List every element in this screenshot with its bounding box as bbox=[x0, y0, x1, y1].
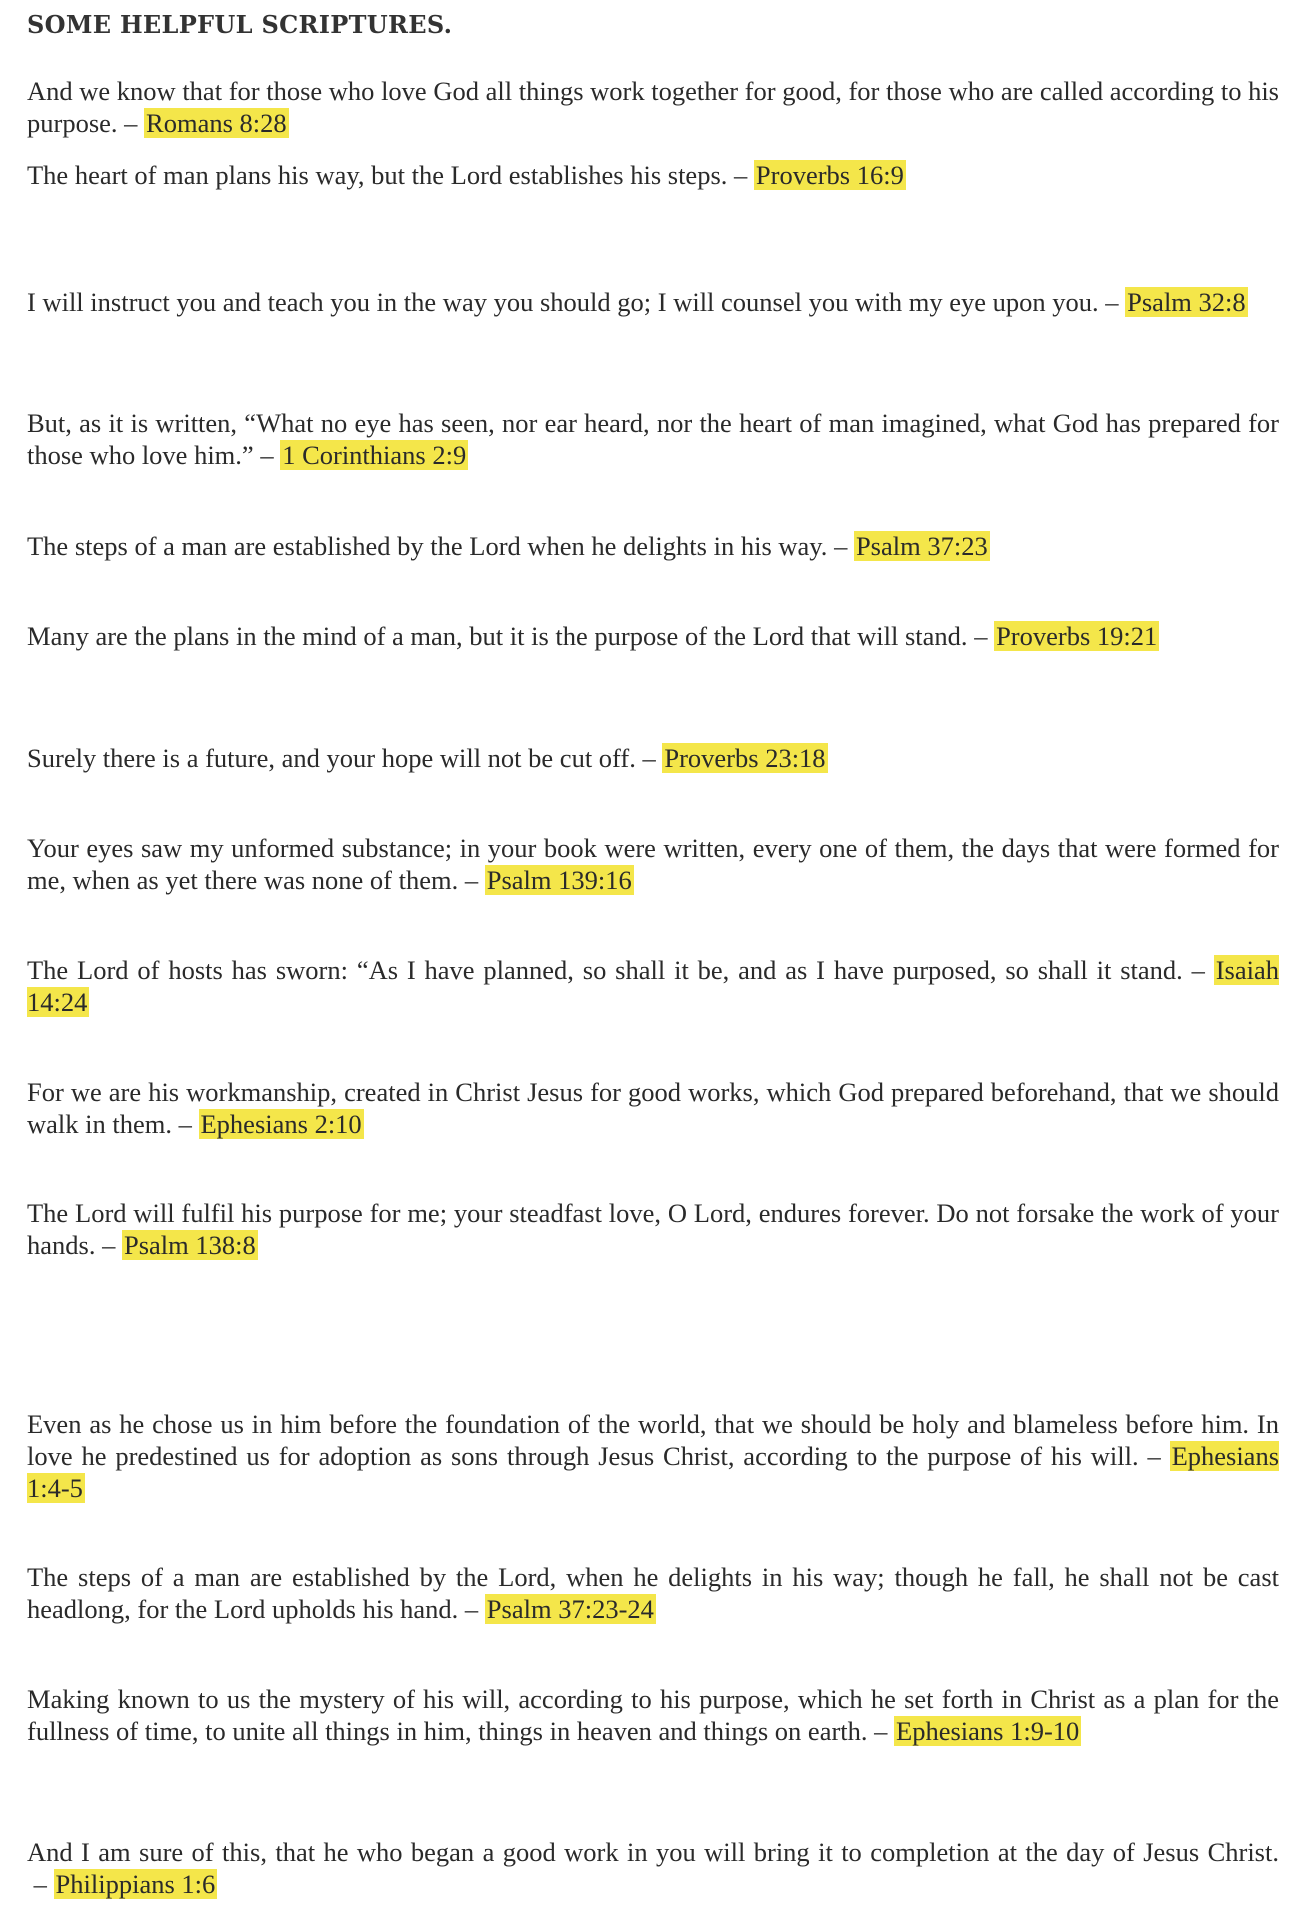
verse-reference: Psalm 139:16 bbox=[486, 865, 632, 895]
verse-reference: 1 Corinthians 2:9 bbox=[282, 440, 467, 470]
verse-dash: – bbox=[253, 440, 281, 470]
verse-reference: Psalm 37:23-24 bbox=[486, 1594, 654, 1624]
verse-dash: – bbox=[1138, 1441, 1170, 1471]
verse-text: Even as he chose us in him before the foundation of the world, that we should be holy and blameless before him. In love he predestined us for adoption as sons through Jesus Christ, according to the purpose of his will. bbox=[27, 1409, 1279, 1471]
verse-text: And I am sure of this, that he who began a good work in you will bring it to completion at the day of Jesus Christ. bbox=[27, 1837, 1279, 1867]
verse-reference: Romans 8:28 bbox=[146, 108, 287, 138]
verse-dash: – bbox=[1182, 955, 1214, 985]
verse-dash: – bbox=[967, 621, 995, 651]
verse-reference: Proverbs 19:21 bbox=[996, 621, 1158, 651]
verse-dash: – bbox=[867, 1716, 895, 1746]
verse-dash: – bbox=[1098, 287, 1126, 317]
verse-reference: Proverbs 23:18 bbox=[664, 743, 826, 773]
verse-dash: – bbox=[117, 108, 145, 138]
verse-item bbox=[27, 1561, 1279, 1625]
verse-reference: Psalm 138:8 bbox=[123, 1230, 256, 1260]
verse-reference: Ephesians 1:9-10 bbox=[896, 1716, 1080, 1746]
verse-text: The heart of man plans his way, but the Lord establishes his steps. bbox=[27, 160, 728, 190]
verse-text: The steps of a man are established by the Lord when he delights in his way. bbox=[27, 531, 828, 561]
verse-dash: – bbox=[95, 1230, 122, 1260]
verse-text: I will instruct you and teach you in the way you should go; I will counsel you with my eye upon you. bbox=[27, 287, 1099, 317]
scripture-page bbox=[27, 0, 1282, 1930]
verse-item bbox=[27, 159, 1279, 191]
verse-dash: – bbox=[458, 1594, 485, 1624]
verse-dash: – bbox=[827, 531, 854, 561]
verse-text: The Lord of hosts has sworn: “As I have planned, so shall it be, and as I have purposed, so shall it stand. bbox=[27, 955, 1183, 985]
verse-text: Surely there is a future, and your hope will not be cut off. bbox=[27, 743, 636, 773]
verse-dash: – bbox=[27, 1869, 54, 1899]
verse-text: But, as it is written, “What no eye has seen, nor ear heard, nor the heart of man imagined, what God has prepared for those who love him.” bbox=[27, 408, 1279, 470]
verse-item bbox=[27, 75, 1279, 139]
verse-text: Many are the plans in the mind of a man, but it is the purpose of the Lord that will stand. bbox=[27, 621, 968, 651]
verse-dash: – bbox=[458, 865, 485, 895]
verse-reference: Isaiah 14:24 bbox=[27, 955, 1279, 1017]
verse-text: For we are his workmanship, created in Christ Jesus for good works, which God prepared beforehand, that we should walk in them. bbox=[27, 1077, 1279, 1139]
verse-text: Making known to us the mystery of his will, according to his purpose, which he set forth in Christ as a plan for the fullness of time, to unite all things in him, things in heaven and things on earth. bbox=[27, 1684, 1279, 1746]
verse-item bbox=[27, 1076, 1279, 1140]
verse-item bbox=[27, 286, 1279, 318]
verse-reference: Psalm 37:23 bbox=[855, 531, 988, 561]
verse-item bbox=[27, 1408, 1279, 1504]
verse-item bbox=[27, 1836, 1279, 1900]
page-title: SOME HELPFUL SCRIPTURES. bbox=[27, 10, 453, 39]
verse-text: Your eyes saw my unformed substance; in your book were written, every one of them, the days that were formed for me, when as yet there was none of them. bbox=[27, 833, 1279, 895]
verse-item bbox=[27, 407, 1279, 471]
verse-item bbox=[27, 530, 1279, 562]
verse-dash: – bbox=[172, 1109, 199, 1139]
verse-reference: Proverbs 16:9 bbox=[755, 160, 904, 190]
verse-item bbox=[27, 832, 1279, 896]
verse-item bbox=[27, 742, 1279, 774]
verse-text: And we know that for those who love God all things work together for good, for those who are called according to his purpose. bbox=[27, 76, 1279, 138]
verse-reference: Ephesians 2:10 bbox=[200, 1109, 362, 1139]
verse-reference: Ephesians 1:4-5 bbox=[27, 1441, 1280, 1503]
verse-item bbox=[27, 954, 1279, 1018]
verse-text: The Lord will fulfil his purpose for me; your steadfast love, O Lord, endures forever. Do not forsake the work of your hands. bbox=[27, 1198, 1279, 1260]
verse-item bbox=[27, 1683, 1279, 1747]
verse-item bbox=[27, 620, 1279, 652]
verse-reference: Psalm 32:8 bbox=[1127, 287, 1246, 317]
verse-item bbox=[27, 1197, 1279, 1261]
verse-dash: – bbox=[727, 160, 754, 190]
verse-text: The steps of a man are established by the Lord, when he delights in his way; though he fall, he shall not be cast headlong, for the Lord upholds his hand. bbox=[27, 1562, 1279, 1624]
verse-reference: Philippians 1:6 bbox=[55, 1869, 216, 1899]
verse-dash: – bbox=[635, 743, 663, 773]
